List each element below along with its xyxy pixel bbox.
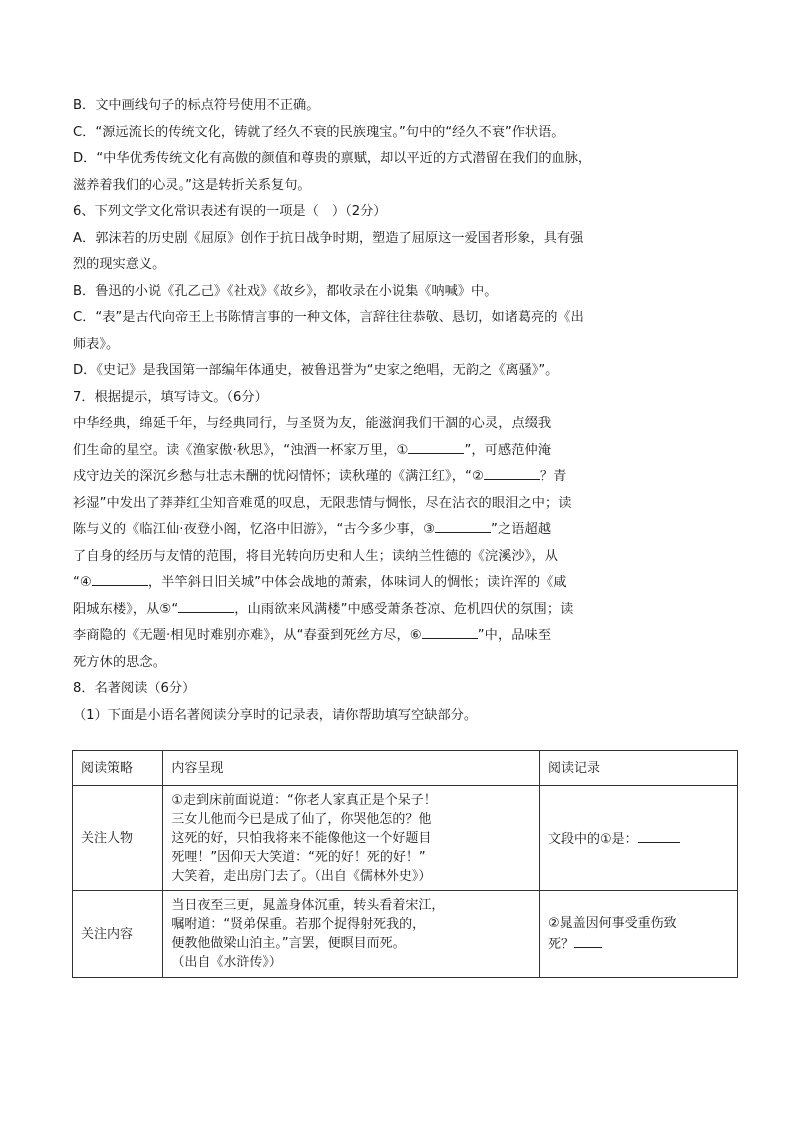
answer-blank[interactable] [574, 933, 602, 948]
blank-5[interactable] [178, 598, 234, 613]
table-header-row [73, 751, 738, 786]
q7-line10: 死方休的思念。 [73, 654, 167, 670]
header-content: 内容呈现 [163, 751, 540, 786]
option-d-q5-line1: D．“中华优秀传统文化有高傲的颜值和尊贵的禀赋，却以平近的方式潜留在我们的血脉， [73, 151, 592, 166]
q7-text: 戍守边关的深沉乡愁与壮志未酬的忧闷情怀；读秋瑾的《满江红》，“② [73, 469, 484, 484]
question-6-title: 6、下列文学文化常识表述有误的一项是（ ）（2分） [73, 204, 387, 219]
table-row [73, 891, 738, 978]
question-8-title: 8．名著阅读（6分） [73, 681, 196, 696]
record-line [548, 828, 729, 849]
q7-line5 [73, 517, 653, 544]
q7-text: 陈与义的《临江仙·夜登小阁，忆洛中旧游》，“古今多少事，③ [73, 522, 436, 537]
content-cell [163, 786, 540, 891]
question-text [73, 93, 653, 729]
option-a-q6-line2: 烈的现实意义。 [73, 257, 166, 272]
q7-line3 [73, 464, 653, 491]
record-cell [540, 891, 738, 978]
q7-line1: 中华经典，绵延千年，与经典同行，与圣贤为友，能滋润我们干涸的心灵，点缀我 [73, 416, 552, 431]
blank-1[interactable] [408, 439, 464, 454]
content-line: ①走到床前面说道：“你老人家真正是个呆子！ [171, 792, 437, 808]
header-record: 阅读记录 [540, 751, 738, 786]
q7-text: ”之语超越 [491, 522, 552, 537]
q7-text: “④ [73, 575, 92, 590]
record-line: ②晁盖因何事受重伤致 [548, 916, 677, 931]
answer-blank[interactable] [638, 828, 680, 843]
q7-text: ”中，品味至 [477, 628, 552, 643]
q7-line7 [73, 570, 653, 597]
question-7-title: 7．根据提示，填写诗文。（6分） [73, 389, 268, 405]
record-line [548, 933, 729, 954]
header-strategy: 阅读策略 [73, 751, 163, 786]
content-line: 死哩！”因仰天大笑道：“死的好！死的好！” [171, 849, 426, 865]
q7-line8 [73, 597, 653, 624]
table-row [73, 786, 738, 891]
option-d-q6: D．《史记》是我国第一部编年体通史，被鲁迅誉为“史家之绝唱，无韵之《离骚》”。 [73, 363, 559, 378]
reading-record-table [72, 750, 738, 978]
option-c-q6-line1: C．“表”是古代向帝王上书陈情言事的一种文体，言辞往往恭敬、恳切，如诸葛亮的《出 [73, 310, 584, 325]
q7-line4: 衫湿”中发出了莽莽红尘知音难觅的叹息，无限悲情与惆怅，尽在沾衣的眼泪之中；读 [73, 495, 572, 511]
q7-line6: 了自身的经历与友情的范围，将目光转向历史和人生；读纳兰性德的《浣溪沙》，从 [73, 548, 559, 564]
option-b-q6: B．鲁迅的小说《孔乙己》《社戏》《故乡》，都收录在小说集《呐喊》中。 [73, 283, 498, 299]
strategy-cell: 关注内容 [73, 891, 163, 978]
strategy-cell: 关注人物 [73, 786, 163, 891]
blank-6[interactable] [422, 624, 478, 639]
blank-3[interactable] [435, 518, 491, 533]
content-line: 三女儿他而今已是成了仙了，你哭他怎的？他 [171, 811, 432, 827]
option-c-q6-line2: 师表》。 [73, 336, 120, 352]
q7-text: ”，可感范仲淹 [464, 442, 552, 458]
content-line: （出自《水浒传》） [171, 955, 282, 970]
blank-4[interactable] [92, 571, 148, 586]
record-cell [540, 786, 738, 891]
content-line: 这死的好，只怕我将来不能像他这一个好题目 [171, 830, 432, 846]
question-8-sub: （1）下面是小语名著阅读分享时的记录表，请你帮助填写空缺部分。 [73, 707, 478, 723]
record-text: 死？ [548, 937, 575, 952]
option-b-q5: B．文中画线句子的标点符号使用不正确。 [73, 98, 320, 113]
option-d-q5-line2: 滋养着我们的心灵。”这是转折关系复句。 [73, 177, 311, 193]
option-c-q5: C．“源远流长的传统文化，铸就了经久不衰的民族瑰宝。”句中的“经久不衰”作状语。 [73, 124, 565, 140]
record-text: 文段中的①是： [548, 831, 638, 847]
option-a-q6-line1: A．郭沫若的历史剧《屈原》创作于抗日战争时期，塑造了屈原这一爱国者形象，具有强 [73, 230, 584, 246]
q7-text: ，半竿斜日旧关城”中体会战地的萧索，体味词人的惆怅；读许浑的《咸 [147, 575, 567, 590]
q7-line2 [73, 438, 653, 465]
blank-2[interactable] [484, 465, 540, 480]
content-line: 便教他做梁山泊主。”言罢，便瞑目而死。 [171, 936, 406, 951]
content-line: 嘱咐道：“贤弟保重。若那个捉得射死我的， [171, 917, 426, 932]
q7-text: ？青 [539, 469, 567, 484]
content-line: 大笑着，走出房门去了。（出自《儒林外史》） [171, 868, 432, 884]
q7-text: ，山雨欲来风满楼”中感受萧条苍凉、危机四伏的氛围；读 [234, 601, 574, 617]
q7-text: 们生命的星空。读《渔家傲·秋思》，“浊酒一杯家万里，① [73, 442, 409, 458]
content-cell [163, 891, 540, 978]
q7-line9 [73, 623, 653, 650]
q7-text: 阳城东楼》，从⑤“ [73, 601, 179, 617]
content-line: 当日夜至三更，晁盖身体沉重，转头看着宋江， [171, 898, 445, 913]
q7-text: 李商隐的《无题·相见时难别亦难》，从“春蚕到死丝方尽，⑥ [73, 628, 422, 643]
